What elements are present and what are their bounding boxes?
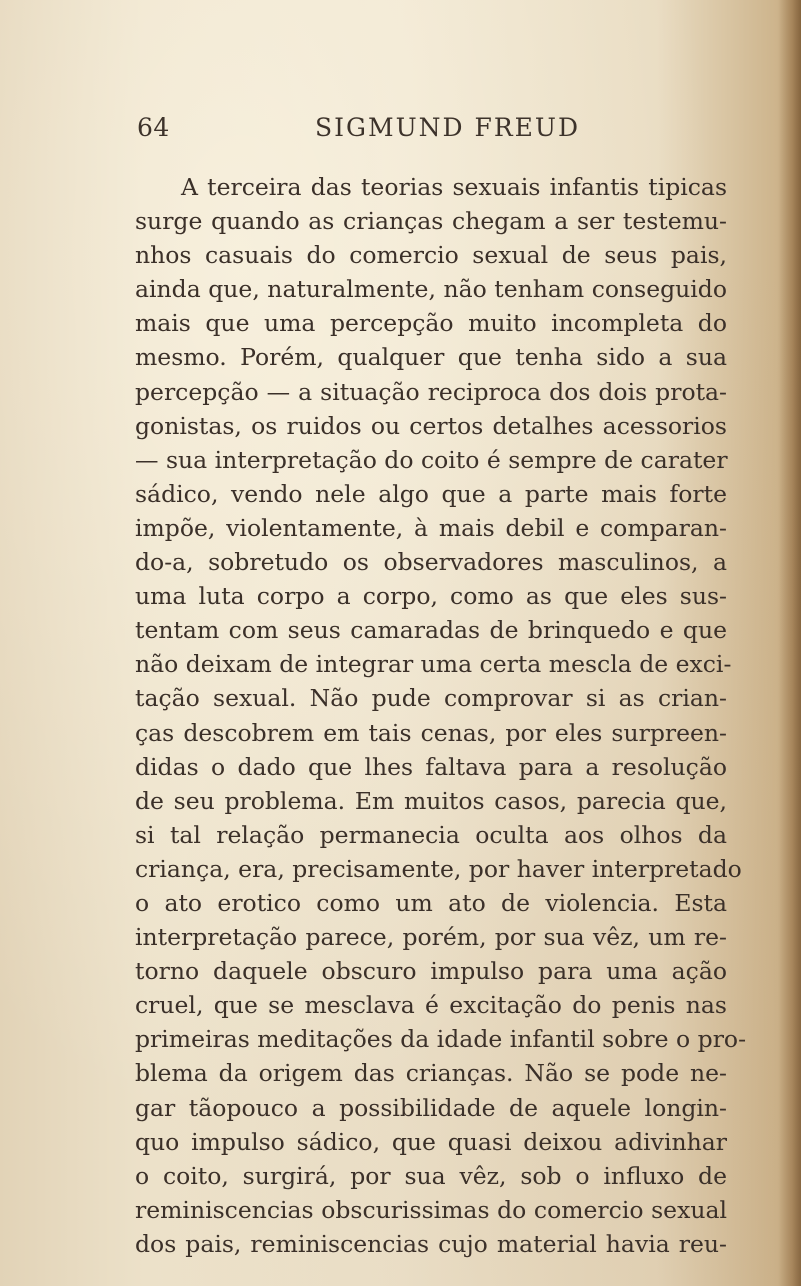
text-line: reminiscencias obscurissimas do comercio sexual: [135, 1195, 727, 1224]
text-line: — sua interpretação do coito é sempre de carater: [135, 445, 728, 474]
running-head: SIGMUND FREUD: [315, 113, 581, 142]
text-line: o ato erotico como um ato de violencia. Esta: [135, 888, 727, 917]
text-line: não deixam de integrar uma certa mescla de exci-: [135, 650, 732, 679]
text-line: percepção — a situação reciproca dos dois prota-: [135, 377, 727, 406]
text-line: o coito, surgirá, por sua vêz, sob o influxo de: [135, 1161, 727, 1190]
text-line: impõe, violentamente, à mais debil e comparan-: [135, 513, 727, 542]
text-line: criança, era, precisamente, por haver interpretado: [135, 854, 742, 883]
text-line: dos pais, reminiscencias cujo material havia reu-: [135, 1229, 727, 1258]
body-text: [135, 170, 747, 1261]
text-line: gar tãopouco a possibilidade de aquele longin-: [135, 1093, 727, 1122]
text-line: gonistas, os ruidos ou certos detalhes acessorios: [135, 411, 727, 440]
text-line: interpretação parece, porém, por sua vêz, um re-: [135, 923, 727, 952]
text-line: tentam com seus camaradas de brinquedo e que: [135, 616, 727, 645]
text-line: de seu problema. Em muitos casos, parecia que,: [135, 786, 727, 815]
text-line: do-a, sobretudo os observadores masculinos, a: [135, 548, 727, 577]
text-line: sádico, vendo nele algo que a parte mais forte: [135, 479, 727, 508]
text-line: mesmo. Porém, qualquer que tenha sido a sua: [135, 343, 727, 372]
page-edge-shadow: [779, 0, 801, 1286]
page-header: [137, 113, 727, 153]
text-line: uma luta corpo a corpo, como as que eles sus-: [135, 582, 727, 611]
text-line: mais que uma percepção muito incompleta do: [135, 309, 727, 338]
text-line: tação sexual. Não pude comprovar si as crian-: [135, 684, 727, 713]
text-line: si tal relação permanecia oculta aos olhos da: [135, 820, 727, 849]
text-line: blema da origem das crianças. Não se pode ne-: [135, 1059, 727, 1088]
text-line: torno daquele obscuro impulso para uma ação: [135, 957, 727, 986]
text-line: cruel, que se mesclava é excitação do penis nas: [135, 991, 727, 1020]
page-number: 64: [137, 113, 170, 142]
text-line: ças descobrem em tais cenas, por eles surpreen-: [135, 718, 727, 747]
text-line: surge quando as crianças chegam a ser testemu-: [135, 207, 727, 236]
text-line: A terceira das teorias sexuais infantis tipicas: [181, 173, 727, 201]
text-line: didas o dado que lhes faltava para a resolução: [135, 752, 727, 781]
text-line: nhos casuais do comercio sexual de seus pais,: [135, 241, 727, 270]
text-line: primeiras meditações da idade infantil sobre o pro-: [135, 1025, 747, 1054]
text-line: quo impulso sádico, que quasi deixou adivinhar: [135, 1127, 727, 1156]
text-line: ainda que, naturalmente, não tenham conseguido: [135, 275, 727, 304]
